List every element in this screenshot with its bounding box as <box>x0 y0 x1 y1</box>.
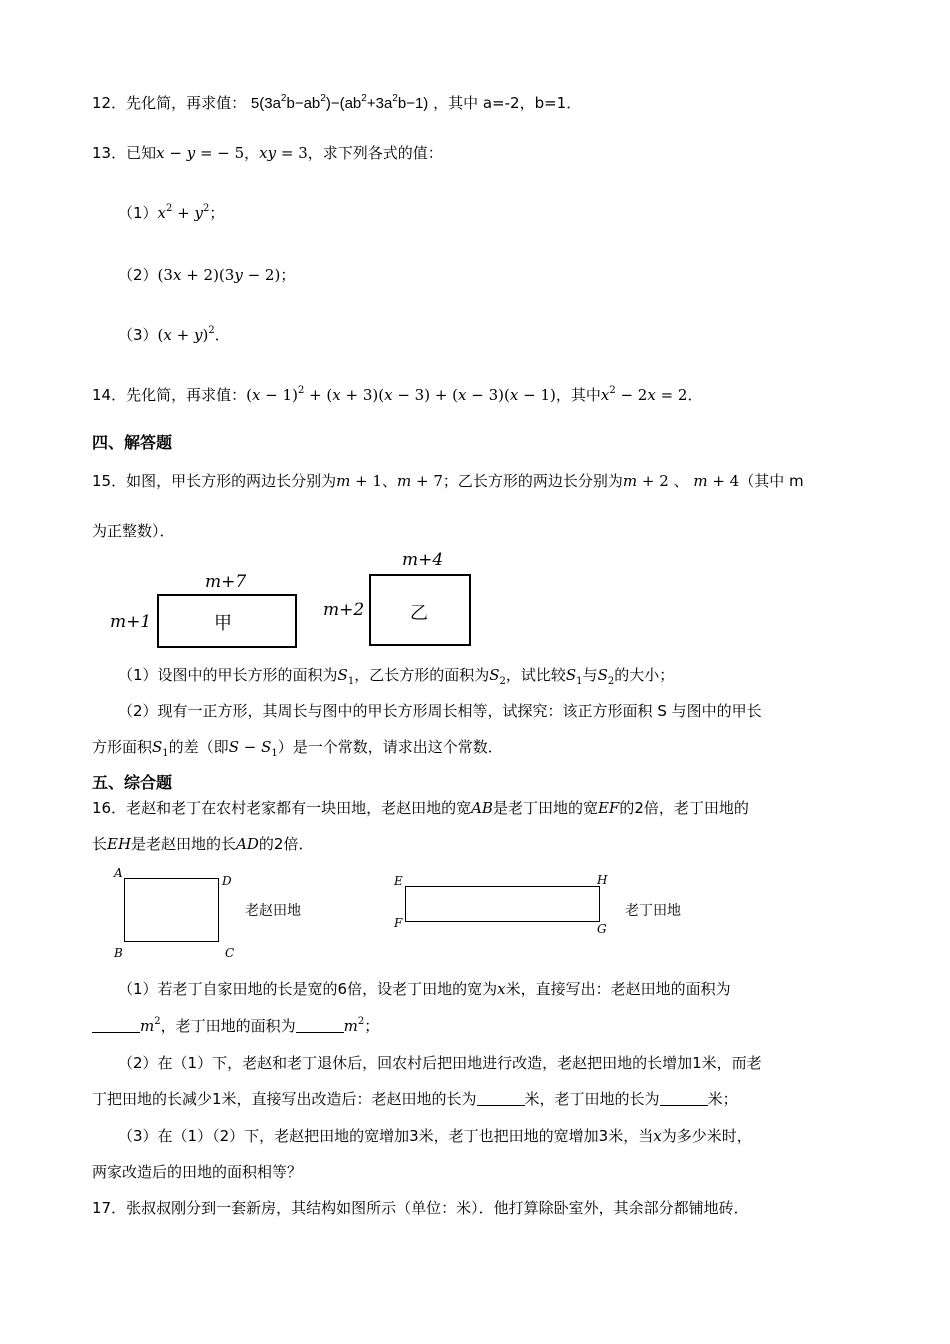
blank-zhao-length[interactable] <box>477 1091 525 1106</box>
zhao-field-label: 老赵田地 <box>245 903 301 919</box>
q13-part2: （2）(3x + 2)(3y − 2)； <box>118 266 296 284</box>
section-5-heading: 五、综合题 <box>92 773 173 792</box>
rectangle-jia-label: 甲 <box>214 613 232 634</box>
q12-line: 12．先化简，再求值： $5(3a^2b-ab^2)-(ab^2+3a^2b-1)$ ，其中 a=-2，b=1． <box>92 93 582 112</box>
q16-part3-line-1: （3）在（1）（2）下，老赵把田地的宽增加3米，老丁也把田地的宽增加3米，当x为多少米时， <box>118 1127 752 1145</box>
q13-condition-2: xy <box>259 144 277 162</box>
jia-top-label: m+7 <box>205 572 247 592</box>
ding-field-label: 老丁田地 <box>625 903 681 919</box>
q14-line: 14．先化简，再求值：$(x - 1)^2 + (x + 3)(x - 3) + (x - 3)(x - 1)$，其中$x^2 - 2x = 2$． <box>92 385 703 404</box>
point-e: E <box>394 874 403 888</box>
q17-line: 17．张叔叔刚分到一套新房，其结构如图所示（单位：米）．他打算除卧室外，其余部分都铺地砖． <box>92 1199 749 1217</box>
rectangle-yi-label: 乙 <box>410 603 428 624</box>
point-a: A <box>114 866 123 880</box>
blank-ding-area[interactable] <box>296 1018 344 1033</box>
ding-field-rectangle <box>405 886 600 922</box>
point-b: B <box>114 946 123 960</box>
point-c: C <box>225 946 235 960</box>
point-g: G <box>597 922 607 936</box>
q15-part2-line-2: 方形面积$S_1$的差（即$S - S_1$）是一个常数，请求出这个常数． <box>92 738 503 759</box>
yi-top-label: m+4 <box>402 550 444 570</box>
q16-part2-line-2: 丁把田地的长减少1米，直接写出改造后：老赵田地的长为 米，老丁田地的长为 米； <box>92 1090 738 1108</box>
q15-part2-line-1: （2）现有一正方形，其周长与图中的甲长方形周长相等，试探究：该正方形面积 S 与图中的甲长 <box>118 702 762 720</box>
section-4-heading: 四、解答题 <box>92 433 173 452</box>
q13-line: 13．已知x − y = − 5，xy = 3，求下列各式的值： <box>92 144 443 162</box>
q16-line-2: 长EH是老赵田地的长AD的2倍． <box>92 835 314 853</box>
blank-ding-length[interactable] <box>660 1091 708 1106</box>
q13-part3: $(3)(x + y)^2$． <box>118 325 230 344</box>
q16-part1-line-1: （1）若老丁自家田地的长是宽的6倍，设老丁田地的宽为x米，直接写出：老赵田地的面积为 <box>118 980 731 998</box>
point-h: H <box>597 873 608 887</box>
q15-line-1: 15．如图，甲长方形的两边长分别为m + 1、m + 7；乙长方形的两边长分别为m + 2 、 m + 4（其中 m <box>92 472 804 490</box>
point-d: D <box>222 874 232 888</box>
blank-zhao-area[interactable] <box>92 1018 140 1033</box>
zhao-field-rectangle <box>124 878 219 942</box>
q16-part1-line-2: $m^2$，老丁田地的面积为 $m^2$； <box>92 1015 379 1037</box>
q13-condition-1: x <box>156 144 165 162</box>
jia-left-label: m+1 <box>110 612 152 632</box>
yi-left-label: m+2 <box>323 600 365 620</box>
q16-part2-line-1: （2）在（1）下，老赵和老丁退休后，回农村后把田地进行改造，老赵把田地的长增加1米，而老 <box>118 1054 762 1072</box>
q13-part1: $(1)x^2 + y^2$； <box>118 203 225 222</box>
q15-line-2: 为正整数）． <box>92 522 175 540</box>
q16-part3-line-2: 两家改造后的田地的面积相等？ <box>92 1163 303 1181</box>
q15-part1: （1）设图中的甲长方形的面积为$S_1$，乙长方形的面积为$S_2$，试比较$S_1$与$S_2$的大小； <box>118 666 675 687</box>
point-f: F <box>394 916 403 930</box>
q16-line-1: 16．老赵和老丁在农村老家都有一块田地，老赵田地的宽AB是老丁田地的宽EF的2倍，老丁田地的 <box>92 799 749 817</box>
q12-expression: $5(3a^2b-ab^2)-(ab^2+3a^2b-1)$ <box>250 93 429 112</box>
